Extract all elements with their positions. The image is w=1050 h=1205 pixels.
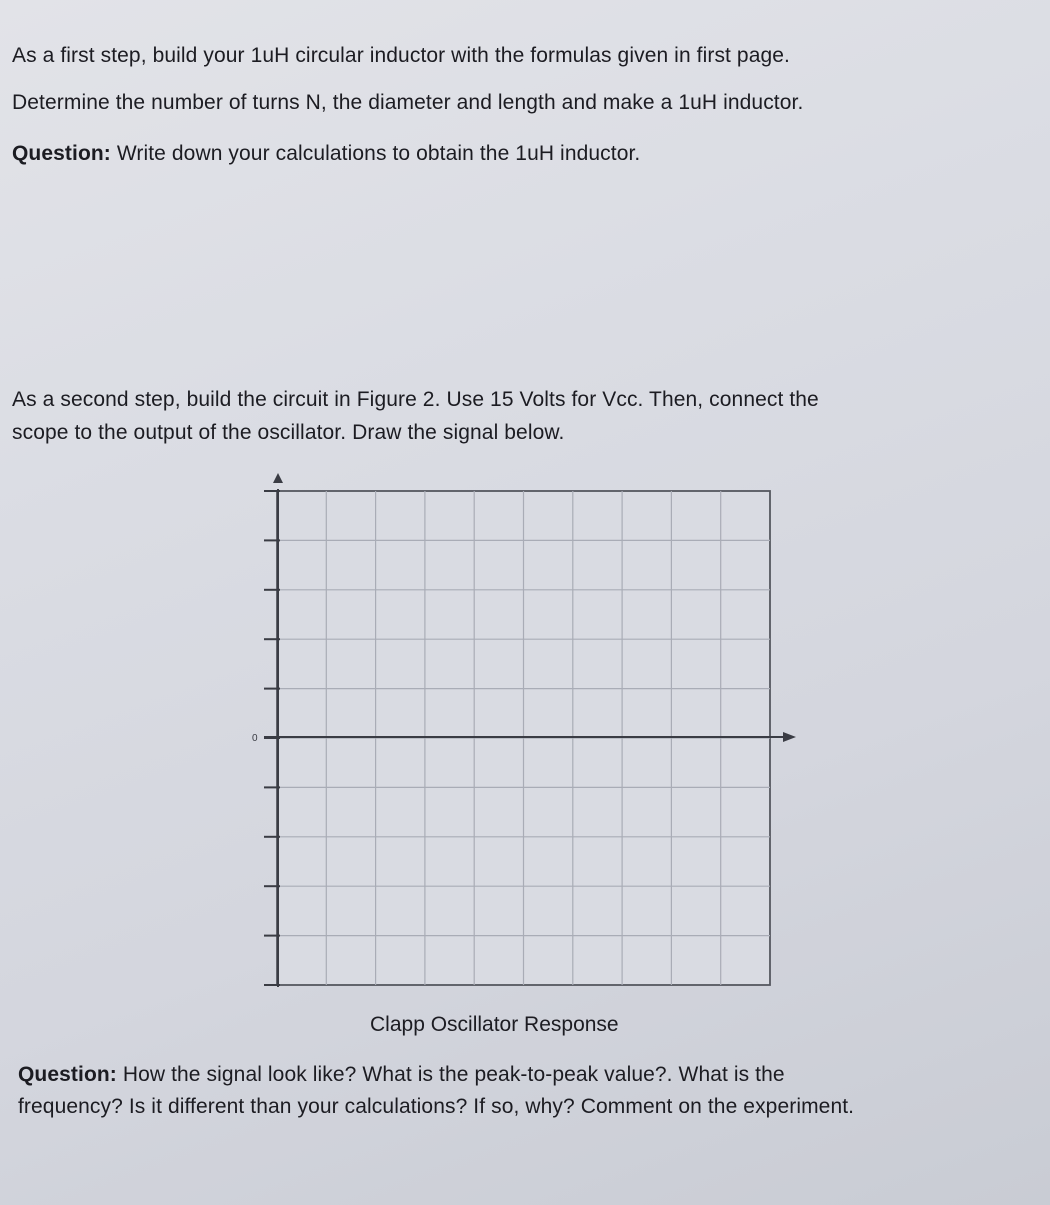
grid-svg (240, 465, 810, 995)
question2-text: How the signal look like? What is the peak-to-peak value?. What is the (122, 1063, 785, 1086)
plot-caption: Clapp Oscillator Response (370, 1013, 619, 1036)
step1-question (12, 141, 640, 167)
question2-line2: frequency? Is it different than your calculations? If so, why? Comment on the experiment. (18, 1095, 855, 1118)
question-text: Write down your calculations to obtain the 1uH inductor. (116, 142, 641, 165)
step2-line2: scope to the output of the oscillator. Draw the signal below. (12, 421, 565, 444)
y-zero-label: 0 (252, 733, 258, 744)
step1-line1: As a first step, build your 1uH circular inductor with the formulas given in first page. (12, 44, 790, 67)
signal-drawing-grid[interactable] (240, 465, 810, 995)
question2-label: Question: (18, 1063, 117, 1086)
step1-line2: Determine the number of turns N, the diameter and length and make a 1uH inductor. (12, 91, 804, 114)
step2-line1: As a second step, build the circuit in Figure 2. Use 15 Volts for Vcc. Then, connect the (12, 388, 819, 411)
question2-line1 (18, 1062, 785, 1088)
x-axis-arrow-icon (783, 732, 796, 742)
question-label: Question: (12, 142, 111, 165)
y-axis-arrow-icon (273, 473, 283, 483)
